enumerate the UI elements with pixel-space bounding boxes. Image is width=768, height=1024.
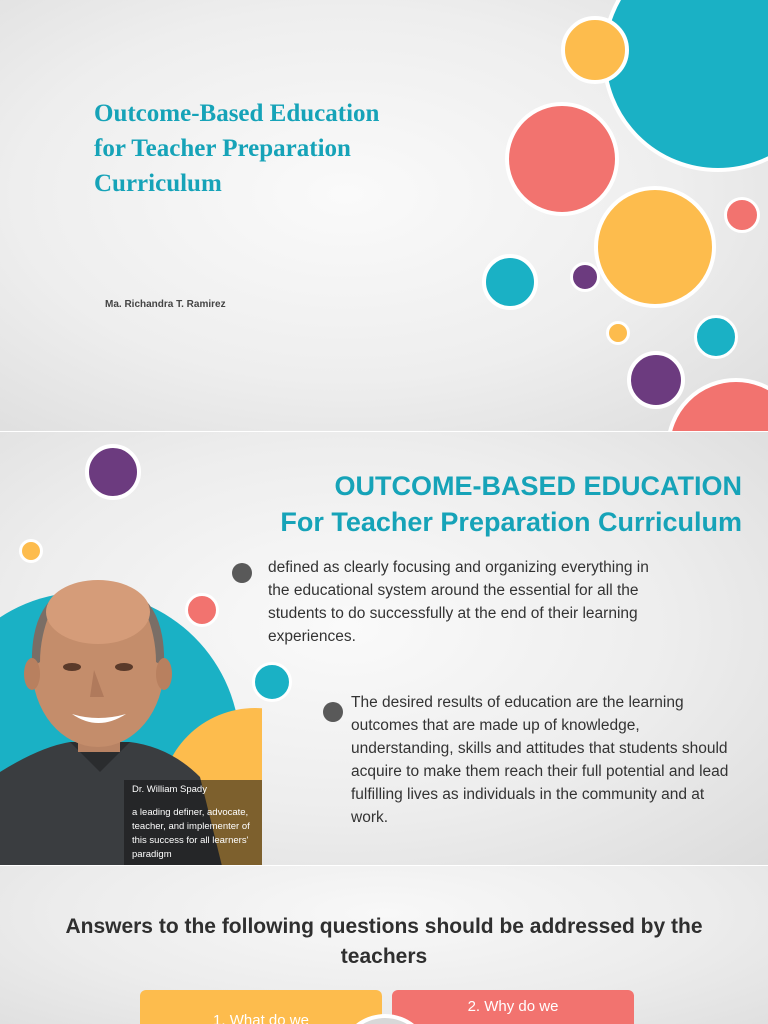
tiny-yellow-circle-decoration [606, 321, 630, 345]
teal-circle-decoration [694, 315, 738, 359]
title-line: Outcome-Based Education [94, 100, 380, 127]
author-name: Ma. Richandra T. Ramirez [105, 299, 226, 310]
small-coral-circle-decoration [724, 197, 760, 233]
content-slide [0, 432, 768, 866]
slide-title [94, 96, 474, 201]
question-box-1 [140, 990, 382, 1024]
title-line: Curriculum [94, 170, 222, 197]
title-slide [0, 0, 768, 432]
yellow-circle-decoration [561, 16, 629, 84]
small-purple-circle-decoration [570, 262, 600, 292]
caption-person-name: Dr. William Spady [132, 784, 207, 795]
bullet-icon [232, 563, 252, 583]
purple-circle-decoration [85, 444, 141, 500]
tiny-yellow-circle-decoration [19, 539, 43, 563]
bullet-icon [323, 702, 343, 722]
title-line: for Teacher Preparation [94, 135, 351, 162]
caption-description: a leading definer, advocate, teacher, and implementer of this success for all learners' paradigm [132, 807, 250, 860]
question-2-label: 2. Why do we [467, 998, 559, 1015]
coral-circle-decoration [505, 102, 619, 216]
title-line: OUTCOME-BASED EDUCATION [334, 471, 742, 501]
slide-title [280, 468, 742, 540]
bullet-text-outcomes: The desired results of education are the learning outcomes that are made up of knowledge, understanding, skills and attitudes that students should acquire to make them reach their full potential and lead fulfilling lives as individuals in the community and at work. [351, 694, 729, 826]
questions-slide [0, 866, 768, 1024]
title-line: For Teacher Preparation Curriculum [280, 507, 742, 537]
question-1-label: 1. What do we [213, 1012, 309, 1024]
yellow-circle-decoration [594, 186, 716, 308]
purple-circle-decoration [627, 351, 685, 409]
slide-title: Answers to the following questions should be addressed by the teachers [65, 915, 703, 968]
bullet-text-definition: defined as clearly focusing and organizing everything in the educational system around the essential for all the students to do successfully at the end of their learning experiences. [268, 559, 649, 645]
teal-circle-decoration [482, 254, 538, 310]
question-box-2 [392, 990, 634, 1024]
large-teal-circle-decoration [602, 0, 768, 172]
